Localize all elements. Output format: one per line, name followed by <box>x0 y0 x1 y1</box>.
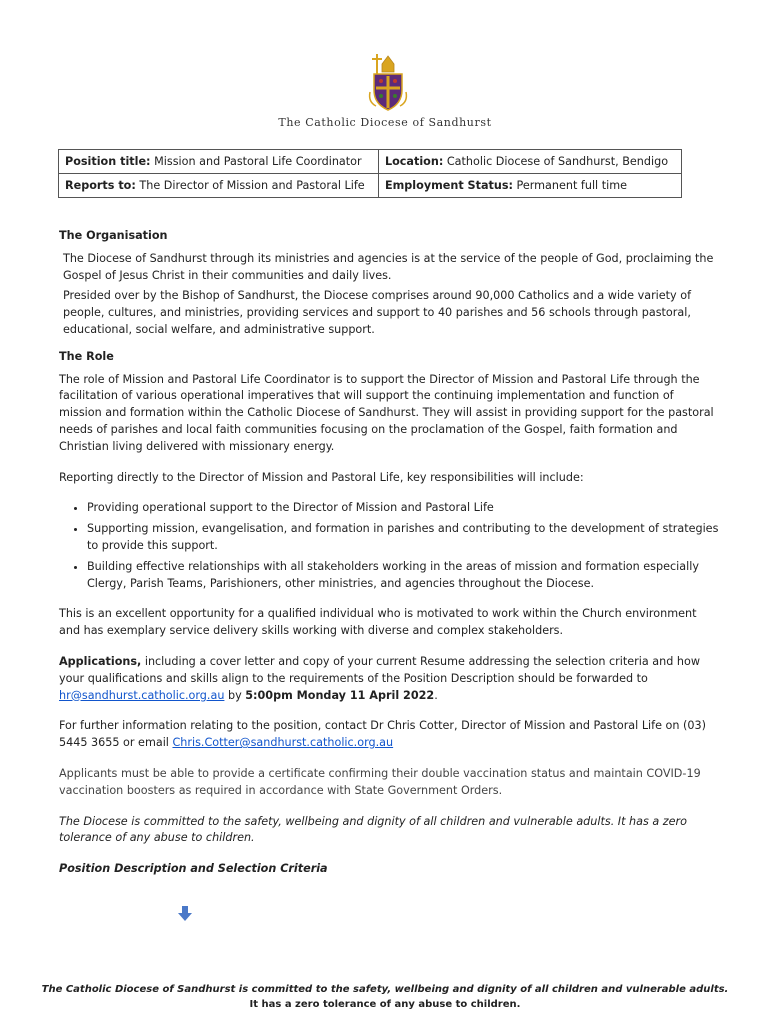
list-item: • Building effective relationships with all stakeholders working in the areas of mission and formation especially Clergy, Parish Teams, Parishioners, other ministries, and agencies throughout the Diocese. <box>87 559 719 593</box>
applications-end: . <box>434 688 438 702</box>
reports-to-label: Reports to: <box>65 179 136 192</box>
applications-lead: Applications, <box>59 654 142 668</box>
organisation-paragraph-1: The Diocese of Sandhurst through its ministries and agencies is at the service of the people of God, proclaiming the Gospel of Jesus Christ in their communities and daily lives. <box>63 251 714 282</box>
position-title-label: Position title: <box>65 155 151 168</box>
organisation-paragraph-2: Presided over by the Bishop of Sandhurst, the Diocese comprises around 90,000 Catholics and a wide variety of people, cultures, and ministries, providing services and support to 40 parishes and 56 schools through pastoral, educational, social welfare, and administrative support. <box>63 289 692 336</box>
location-value: Catholic Diocese of Sandhurst, Bendigo <box>446 155 669 168</box>
employment-status-cell <box>378 174 681 198</box>
list-item: • Providing operational support to the Director of Mission and Pastoral Life <box>87 500 719 517</box>
role-paragraph-2: Reporting directly to the Director of Mission and Pastoral Life, key responsibilities will include: <box>59 470 584 484</box>
contact-text: For further information relating to the position, contact Dr Chris Cotter, Director of Mission and Pastoral Life on (03) 5445 3655 or email <box>59 719 706 750</box>
footer <box>0 982 770 1012</box>
location-cell <box>378 150 681 174</box>
contact-paragraph <box>59 718 719 752</box>
safety-statement: The Diocese is committed to the safety, wellbeing and dignity of all children and vulnerable adults. It has a zero tolerance of any abuse to children. <box>59 814 687 845</box>
responsibilities-list <box>59 500 719 592</box>
application-deadline: 5:00pm Monday 11 April 2022 <box>245 688 435 702</box>
employment-status-label: Employment Status: <box>384 179 513 192</box>
applications-paragraph <box>59 654 719 704</box>
reports-to-value: The Director of Mission and Pastoral Life <box>139 179 365 192</box>
footer-line-1: The Catholic Diocese of Sandhurst is committed to the safety, wellbeing and dignity of all children and vulnerable adults. <box>41 984 729 995</box>
role-heading: The Role <box>59 349 114 363</box>
position-title-value: Mission and Pastoral Life Coordinator <box>154 155 362 168</box>
position-description-heading: Position Description and Selection Criteria <box>59 862 328 876</box>
location-label: Location: <box>384 155 444 168</box>
role-paragraph-1: The role of Mission and Pastoral Life Coordinator is to support the Director of Mission and Pastoral Life through the facilitation of various operational imperatives that will support the continuing implementation and function of mission and formation within the Catholic Diocese of Sandhurst. They will assist in providing support for the pastoral needs of parishes and local faith communities focusing on the proclamation of the Gospel, faith formation and Christian living delivered with missionary energy. <box>59 372 714 453</box>
body-content <box>59 228 719 878</box>
org-header-title: The Catholic Diocese of Sandhurst <box>278 116 492 129</box>
applications-text: including a cover letter and copy of your current Resume addressing the selection criteria and how your qualifications and skills align to the requirements of the Position Description should be forwarded to <box>59 654 700 685</box>
position-title-cell <box>59 150 379 174</box>
arrow-down-icon[interactable] <box>178 906 192 922</box>
opportunity-paragraph: This is an excellent opportunity for a qualified individual who is motivated to work within the Church environment and has exemplary service delivery skills working with diverse and complex stakeholders. <box>59 607 697 638</box>
diocese-crest-logo <box>362 52 410 112</box>
applications-by: by <box>224 688 246 702</box>
table-row <box>59 150 682 174</box>
vaccination-paragraph: Applicants must be able to provide a certificate confirming their double vaccination status and maintain COVID-19 vaccination boosters as required in accordance with State Government Orders. <box>59 766 701 797</box>
list-item: • Supporting mission, evangelisation, and formation in parishes and contributing to the development of strategies to provide this support. <box>87 521 719 555</box>
organisation-heading: The Organisation <box>59 229 168 242</box>
footer-line-2: It has a zero tolerance of any abuse to children. <box>249 999 521 1010</box>
contact-email-link[interactable]: Chris.Cotter@sandhurst.catholic.org.au <box>172 736 394 750</box>
reports-to-cell <box>59 174 379 198</box>
position-info-table <box>58 149 682 198</box>
hr-email-link[interactable]: hr@sandhurst.catholic.org.au <box>59 688 225 702</box>
table-row <box>59 174 682 198</box>
employment-status-value: Permanent full time <box>516 179 628 192</box>
